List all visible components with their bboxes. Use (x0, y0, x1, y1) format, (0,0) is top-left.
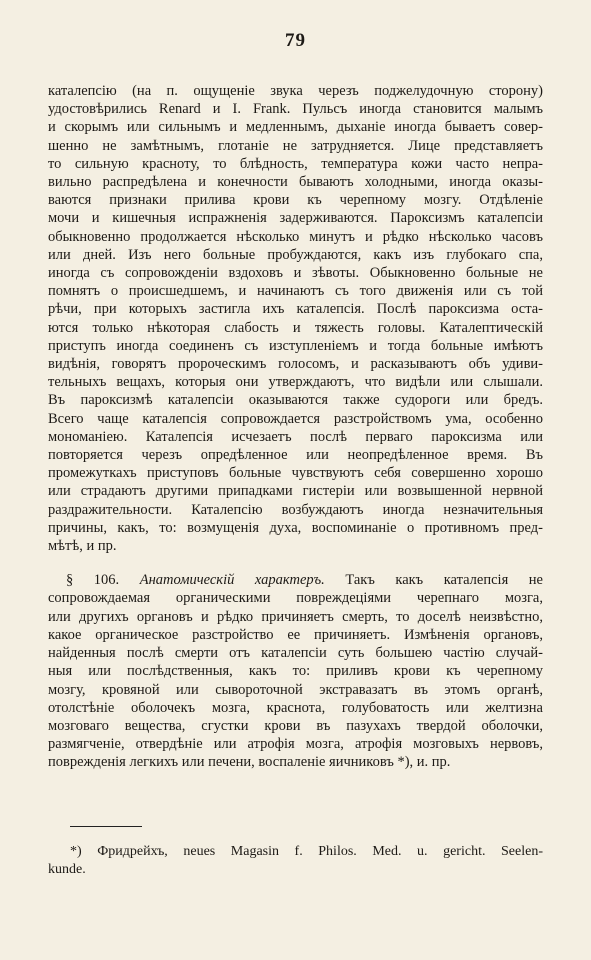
text-line: то сильную красноту, то блѣдность, температура кожи часто непра- (48, 155, 543, 172)
text-line: мозговаго вещества, сгустки крови въ пазухахъ твердой оболочки, (48, 717, 543, 734)
text-line: вильно распредѣлена и конечности бываютъ холодными, иногда оказы- (48, 174, 543, 191)
text-line: или дней. Изъ него больные пробуждаются, какъ изъ глубокаго спа, (48, 246, 543, 263)
footnote-divider (70, 826, 142, 827)
text-line: или страдаютъ другими припадками гистеріи или возвышенной нервной (48, 483, 543, 500)
text-line: раздражительности. Каталепсію возбуждаютъ иногда незначительныя (48, 501, 543, 518)
footnote-line: kunde. (48, 861, 86, 877)
text-line: рѣчи, при которыхъ застигла ихъ каталепсія. Послѣ пароксизма оста- (48, 301, 543, 318)
text-line: мономаніею. Каталепсія исчезаетъ послѣ перваго пароксизма или (48, 428, 543, 445)
text-line: приступъ иногда соединенъ съ изступленіемъ и тогда больные имѣютъ (48, 337, 543, 354)
text-line: какое органическое разстройство ее причиняетъ. Измѣненія органовъ, (48, 626, 543, 643)
section-106 (48, 571, 543, 771)
text-line: размягченіе, отвердѣніе или атрофія мозга, атрофія мозговыхъ нервовъ, (48, 736, 543, 753)
page-number: 79 (285, 30, 306, 51)
footnote (48, 843, 543, 879)
text-line: ваются признаки прилива крови къ черепному мозгу. Отдѣленіе (48, 192, 543, 209)
section-body (48, 589, 543, 771)
text-line: отолстѣніе оболочекъ мозга, краснота, голубоватость или желтизна (48, 699, 543, 716)
text-line: промежуткахъ приступовъ больные чувствуютъ себя совершенно хорошо (48, 465, 543, 482)
text-line: обыкновенно продолжается нѣсколько минутъ и рѣдко нѣсколько часовъ (48, 228, 543, 245)
section-heading-line (48, 571, 543, 589)
body-text (48, 82, 543, 772)
text-line: мѣтѣ, и пр. (48, 538, 117, 555)
text-line: и скорымъ или сильнымъ и медленнымъ, дыханіе иногда бываетъ совер- (48, 119, 543, 136)
text-line: повторяется черезъ опредѣленное или неопредѣленное время. Въ (48, 447, 543, 464)
text-line: ныя или послѣдственныя, какъ то: приливъ крови къ черепному (48, 663, 543, 680)
paragraph-1 (48, 82, 543, 555)
text-line: или другихъ органовъ и рѣдко причиняетъ смерть, то доселѣ неизвѣстно, (48, 608, 543, 625)
text-line: шенно не замѣтнымъ, глотаніе не затрудняется. Лице представляетъ (48, 137, 543, 154)
text-line: удостовѣрились Renard и I. Frank. Пульсъ иногда становится малымъ (48, 101, 543, 118)
text-line: помнятъ о происшедшемъ, и начинаютъ съ того движенія или съ той (48, 283, 543, 300)
section-title: Анатомическій характеръ. (139, 572, 325, 589)
text-line: Въ пароксизмѣ каталепсіи оказываются также судороги или бредъ. (48, 392, 543, 409)
text-line: мочи и кишечныя испражненія задерживаются. Пароксизмъ каталепсіи (48, 210, 543, 227)
text-line: причины, какъ, то: возмущенія духа, воспоминаніе о противномъ пред- (48, 519, 543, 536)
section-number: § 106. (66, 572, 120, 589)
paragraph-gap (48, 555, 543, 571)
text-line: ются только нѣкоторая слабость и тяжесть головы. Каталептическій (48, 319, 543, 336)
text-line: иногда съ сопровожденіи вздоховъ и зѣвоты. Обыкновенно больные не (48, 265, 543, 282)
text-line: поврежденія легкихъ или печени, воспаленіе яичниковъ *), и. пр. (48, 754, 451, 771)
text-line: тельныхъ вещахъ, которыя они утверждаютъ, что видѣли или слышали. (48, 374, 543, 391)
text-line: мозгу, кровяной или сывороточной экстравазатъ въ этомъ органѣ, (48, 681, 543, 698)
text-line: каталепсію (на п. ощущеніе звука черезъ поджелудочную сторону) (48, 83, 543, 99)
footnote-line: *) Фридрейхъ, neues Magasin f. Philos. Med. u. gericht. Seelen- (70, 843, 543, 859)
text-line: видѣнія, говорятъ пророческимъ голосомъ, и расказываютъ объ удиви- (48, 356, 543, 373)
text-line: Всего чаще каталепсія сопровождается разстройствомъ ума, особенно (48, 410, 543, 427)
text-line: найденныя послѣ смерти отъ каталепсіи суть большею частію случай- (48, 645, 543, 662)
section-first-line-text: Такъ какъ каталепсія не (345, 572, 543, 589)
text-line: сопровождаемая органическими повреждеціями черепнаго мозга, (48, 590, 543, 607)
